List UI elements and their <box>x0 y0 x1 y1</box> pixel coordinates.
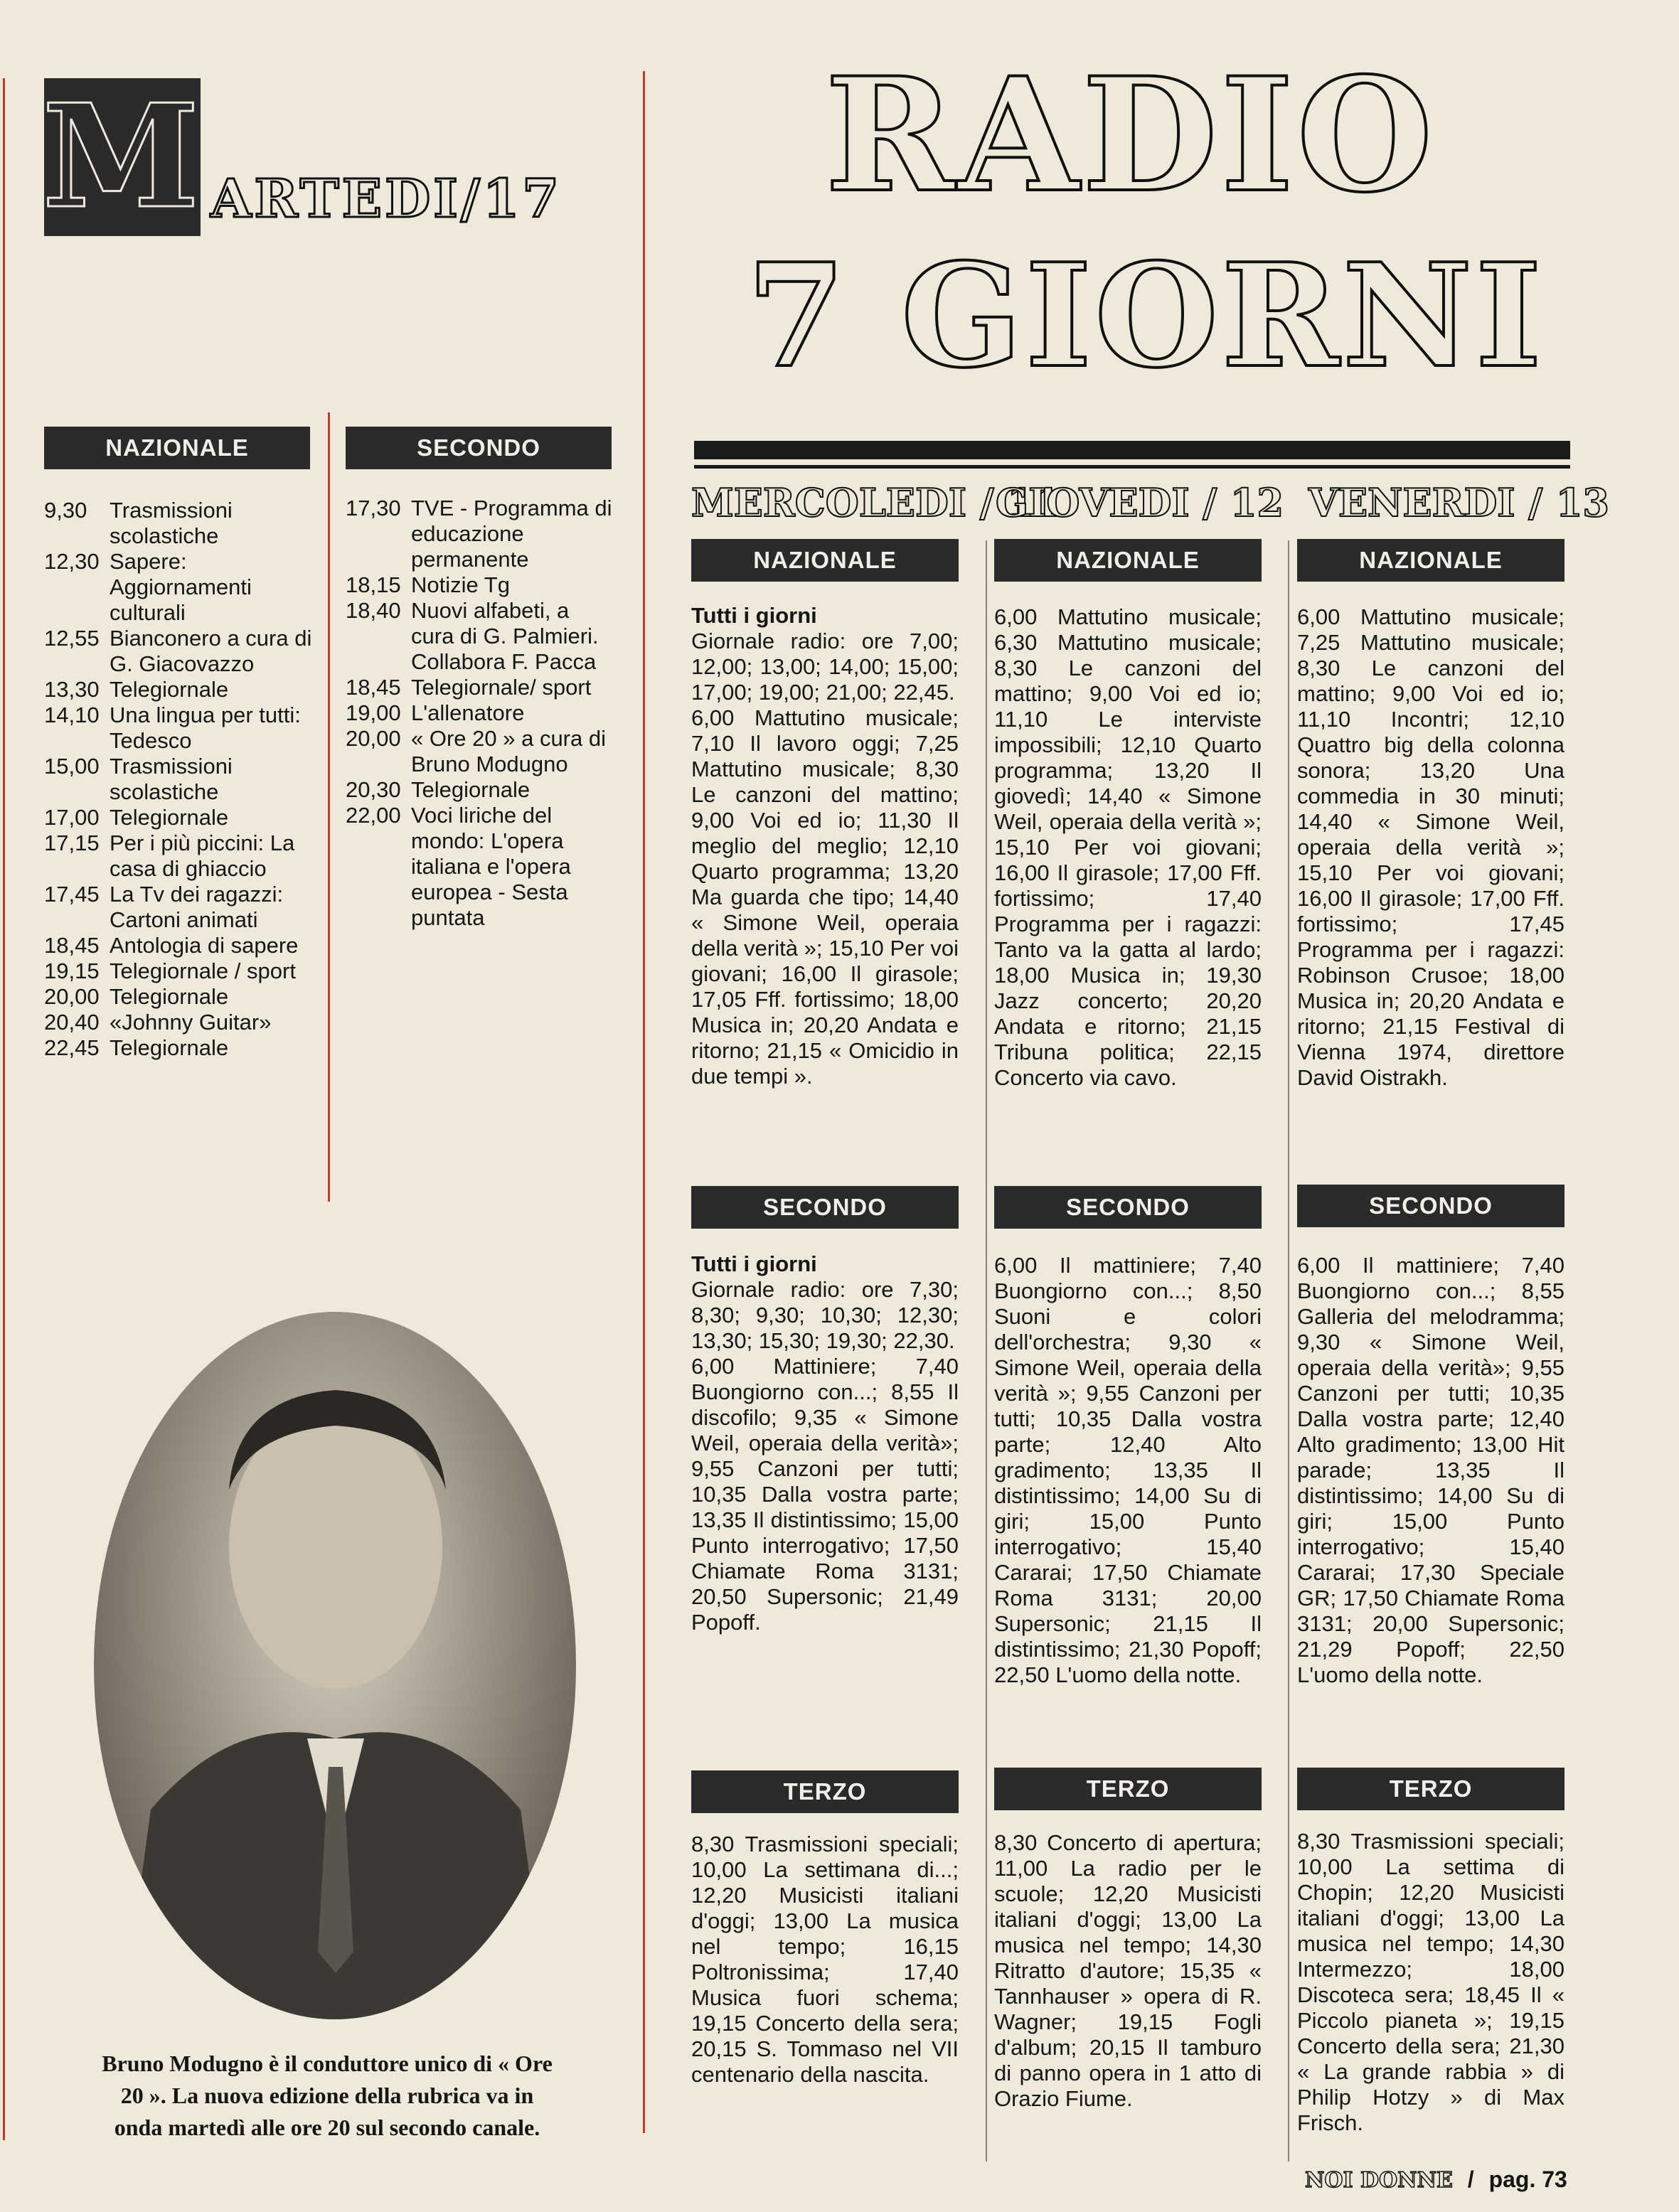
program: Trasmissioni scolastiche <box>110 498 233 548</box>
schedule-item <box>346 496 616 572</box>
time: 22,00 <box>346 803 401 828</box>
schedule-item <box>44 805 314 830</box>
friday-secondo-label: SECONDO <box>1297 1185 1565 1227</box>
program: « Ore 20 » a cura di Bruno Modugno <box>411 726 606 776</box>
schedule-item <box>44 754 314 805</box>
wednesday-terzo-text: 8,30 Trasmissioni speciali; 10,00 La settimana di...; 12,20 Musicisti italiani d'oggi; 13,00 La musica nel tempo; 16,15 Poltronissima; 17,40 Musica fuori schema; 19,15 Concerto della sera; 20,15 S. Tommaso nel VII centenario della nascita. <box>691 1832 959 2087</box>
schedule-item <box>44 498 314 549</box>
friday-nazionale-label: NAZIONALE <box>1297 539 1565 582</box>
time: 18,15 <box>346 572 401 597</box>
program: Telegiornale <box>110 1035 229 1060</box>
time: 20,40 <box>44 1010 100 1035</box>
schedule-item <box>44 702 314 754</box>
friday-nazionale-text: 6,00 Mattutino musicale; 7,25 Mattutino musicale; 8,30 Le canzoni del mattino; 9,00 Voi ed io; 11,10 Incontri; 12,10 Quattro big della colonna sonora; 13,20 Una commedia in 30 minuti; 14,40 « Simone Weil, operaia della verità »; 15,10 Per voi giovani; 16,00 Il girasole; 17,00 Fff. fortissimo; 17,45 Programma per i ragazzi: Robinson Crusoe; 18,00 Musica in; 20,20 Andata e ritorno; 21,15 Festival di Vienna 1974, direttore David Oistrakh. <box>1297 604 1565 1090</box>
program: Per i più piccini: La casa di ghiaccio <box>110 830 295 881</box>
column-rule-2 <box>1288 540 1289 2162</box>
time: 18,45 <box>44 933 100 958</box>
tuesday-nazionale-schedule <box>44 498 314 1061</box>
news-times: Giornale radio: ore 7,00; 12,00; 13,00; 14,00; 15,00; 17,00; 19,00; 21,00; 22,45. <box>691 629 959 705</box>
page-footer <box>1305 2162 1567 2197</box>
tuesday-nazionale-label: NAZIONALE <box>44 427 310 469</box>
time: 17,30 <box>346 496 401 520</box>
program: Sapere: Aggiornamenti culturali <box>110 549 252 625</box>
schedule-item <box>44 677 314 702</box>
schedule-item <box>44 830 314 882</box>
friday-terzo-label: TERZO <box>1297 1768 1565 1810</box>
program: Trasmissioni scolastiche <box>110 754 233 804</box>
tuesday-heading-rest: ARTEDI <box>210 169 461 230</box>
time: 22,45 <box>44 1035 100 1060</box>
initial-letter: M <box>42 73 203 240</box>
thursday-nazionale-label: NAZIONALE <box>994 539 1262 582</box>
programs: 6,00 Mattutino musicale; 7,10 Il lavoro oggi; 7,25 Mattutino musicale; 8,30 Le canzoni del mattino; 9,00 Voi ed io; 11,30 Il meglio del meglio; 12,10 Quarto programma; 13,20 Ma guarda che tipo; 14,40 « Simone Weil, operaia della verità »; 15,10 Per voi giovani; 16,00 Il girasole; 17,05 Fff. fortissimo; 18,00 Musica in; 20,20 Andata e ritorno; 21,15 « Omicidio in due tempi ». <box>691 705 959 1089</box>
schedule-item <box>346 777 616 803</box>
wednesday-secondo-text <box>691 1251 959 1635</box>
wednesday-nazionale-label: NAZIONALE <box>691 539 959 582</box>
time: 19,15 <box>44 958 100 983</box>
center-rule <box>643 71 645 2133</box>
day-header-wednesday: MERCOLEDI / 11 <box>691 480 1061 525</box>
footer-separator: / <box>1467 2166 1474 2192</box>
schedule-item <box>44 549 314 626</box>
wednesday-nazionale-text <box>691 603 959 1089</box>
tuesday-column-rule <box>328 412 330 1202</box>
tuesday-secondo-label: SECONDO <box>346 427 612 469</box>
tuesday-secondo-schedule <box>346 496 616 931</box>
column-rule-1 <box>986 540 987 2162</box>
portrait-photo <box>94 1312 576 2019</box>
thursday-terzo-label: TERZO <box>994 1768 1262 1810</box>
news-times: Giornale radio: ore 7,30; 8,30; 9,30; 10,30; 12,30; 13,30; 15,30; 19,30; 22,30. <box>691 1277 959 1353</box>
wednesday-terzo-label: TERZO <box>691 1770 959 1813</box>
program: Bianconero a cura di G. Giacovazzo <box>110 626 312 676</box>
schedule-item <box>44 933 314 958</box>
day-header-friday: VENERDI / 13 <box>1308 480 1610 525</box>
left-edge-rule <box>3 78 5 2140</box>
programs: 6,00 Mattiniere; 7,40 Buongiorno con...; 8,55 Il discofilo; 9,35 « Simone Weil, operaia della verità»; 9,55 Canzoni per tutti; 10,35 Dalla vostra parte; 13,35 Il distintissimo; 15,00 Punto interrogativo; 17,50 Chiamate Roma 3131; 20,50 Supersonic; 21,49 Popoff. <box>691 1354 959 1635</box>
time: 18,45 <box>346 675 401 700</box>
time: 14,10 <box>44 702 100 727</box>
page-number: pag. 73 <box>1488 2166 1567 2192</box>
title-bar-thick <box>694 441 1570 459</box>
schedule-item <box>44 626 314 677</box>
time: 20,00 <box>44 984 100 1009</box>
program: La Tv dei ragazzi: Cartoni animati <box>110 882 284 932</box>
magazine-name: NOI DONNE <box>1305 2168 1453 2193</box>
schedule-item <box>44 882 314 933</box>
lead: Tutti i giorni <box>691 1251 817 1276</box>
lead: Tutti i giorni <box>691 603 817 628</box>
program: Una lingua per tutti: Tedesco <box>110 702 301 753</box>
program: Notizie Tg <box>411 572 510 597</box>
time: 12,30 <box>44 549 100 574</box>
program: Telegiornale / sport <box>110 958 296 983</box>
program: Telegiornale <box>110 984 229 1009</box>
title-line-2: 7 GIORNI <box>747 233 1545 400</box>
program: Antologia di sapere <box>110 933 299 958</box>
time: 15,00 <box>44 754 100 779</box>
initial-letter-box <box>42 73 203 240</box>
program: Telegiornale <box>110 805 229 830</box>
schedule-item <box>346 675 616 700</box>
schedule-item <box>346 803 616 931</box>
title-line-1: RADIO <box>825 43 1436 227</box>
schedule-item <box>44 1035 314 1061</box>
program: L'allenatore <box>411 700 525 725</box>
day-header-thursday: GIOVEDI / 12 <box>996 480 1284 525</box>
time: 9,30 <box>44 498 87 523</box>
program: Voci liriche del mondo: L'opera italiana e l'opera europea - Sesta puntata <box>411 803 571 930</box>
program: Telegiornale <box>110 677 229 702</box>
program: Telegiornale/ sport <box>411 675 592 700</box>
time: 17,00 <box>44 805 100 830</box>
program: «Johnny Guitar» <box>110 1010 272 1035</box>
schedule-item <box>44 958 314 984</box>
title-bar-thin <box>694 465 1570 469</box>
time: 12,55 <box>44 626 100 651</box>
schedule-item <box>346 572 616 598</box>
friday-terzo-text: 8,30 Trasmissioni speciali; 10,00 La settima di Chopin; 12,20 Musicisti italiani d'oggi; 13,00 La musica nel tempo; 14,30 Intermezzo; 18,00 Discoteca sera; 18,45 Il « Piccolo pianeta »; 19,15 Concerto della sera; 21,30 « La grande rabbia » di Philip Hotzy » di Max Frisch. <box>1297 1829 1565 2135</box>
friday-secondo-text: 6,00 Il mattiniere; 7,40 Buongiorno con...; 8,55 Galleria del melodramma; 9,30 « Simone Weil, operaia della verità»; 9,55 Canzoni per tutti; 10,35 Dalla vostra parte; 12,40 Alto gradimento; 13,00 Hit parade; 13,35 Il distintissimo; 14,00 Su di giri; 15,00 Punto interrogativo; 15,40 Cararai; 17,30 Speciale GR; 17,50 Chiamate Roma 3131; 20,00 Supersonic; 21,29 Popoff; 22,50 L'uomo della notte. <box>1297 1253 1565 1687</box>
time: 17,15 <box>44 830 100 855</box>
schedule-item <box>346 700 616 726</box>
schedule-item <box>44 984 314 1010</box>
time: 20,30 <box>346 777 401 802</box>
program: Telegiornale <box>411 777 531 802</box>
time: 13,30 <box>44 677 100 702</box>
schedule-item <box>44 1010 314 1035</box>
portrait-figure <box>94 1312 576 2019</box>
time: 20,00 <box>346 726 401 751</box>
time: 18,40 <box>346 598 401 623</box>
time: 19,00 <box>346 700 401 725</box>
thursday-nazionale-text: 6,00 Mattutino musicale; 6,30 Mattutino musicale; 8,30 Le canzoni del mattino; 9,00 Voi ed io; 11,10 Le interviste impossibili; 12,10 Quarto programma; 13,20 Il giovedì; 14,40 « Simone Weil, operaia della verità »; 15,10 Per voi giovani; 16,00 Il girasole; 17,00 Fff. fortissimo; 17,40 Programma per i ragazzi: Tanto va la gatta al lardo; 18,00 Musica in; 19,30 Jazz concerto; 20,20 Andata e ritorno; 21,15 Tribuna politica; 22,15 Concerto via cavo. <box>994 604 1262 1090</box>
time: 17,45 <box>44 882 100 907</box>
program: TVE - Programma di educazione permanente <box>411 496 612 572</box>
photo-caption: Bruno Modugno è il conduttore unico di « Ore 20 ». La nuova edizione della rubrica va in onda martedì alle ore 20 sul secondo canale. <box>102 2051 553 2140</box>
wednesday-secondo-label: SECONDO <box>691 1186 959 1229</box>
thursday-terzo-text: 8,30 Concerto di apertura; 11,00 La radio per le scuole; 12,20 Musicisti italiani d'oggi; 13,00 La musica nel tempo; 14,30 Ritratto d'autore; 15,35 « Tannhauser » opera di R. Wagner; 19,15 Fogli d'album; 20,15 Il tamburo di panno opera in 1 atto di Orazio Fiume. <box>994 1830 1262 2111</box>
tuesday-heading-number: /17 <box>460 169 562 230</box>
thursday-secondo-label: SECONDO <box>994 1186 1262 1229</box>
program: Nuovi alfabeti, a cura di G. Palmieri. Collabora F. Pacca <box>411 598 599 674</box>
schedule-item <box>346 726 616 777</box>
schedule-item <box>346 598 616 675</box>
thursday-secondo-text: 6,00 Il mattiniere; 7,40 Buongiorno con...; 8,50 Suoni e colori dell'orchestra; 9,30 « Simone Weil, operaia della verità »; 9,55 Canzoni per tutti; 10,35 Dalla vostra parte; 12,40 Alto gradimento; 13,35 Il distintissimo; 14,00 Su di giri; 15,00 Punto interrogativo; 15,40 Cararai; 17,50 Chiamate Roma 3131; 20,00 Supersonic; 21,15 Il distintissimo; 21,30 Popoff; 22,50 L'uomo della notte. <box>994 1253 1262 1687</box>
tuesday-heading <box>210 164 562 235</box>
